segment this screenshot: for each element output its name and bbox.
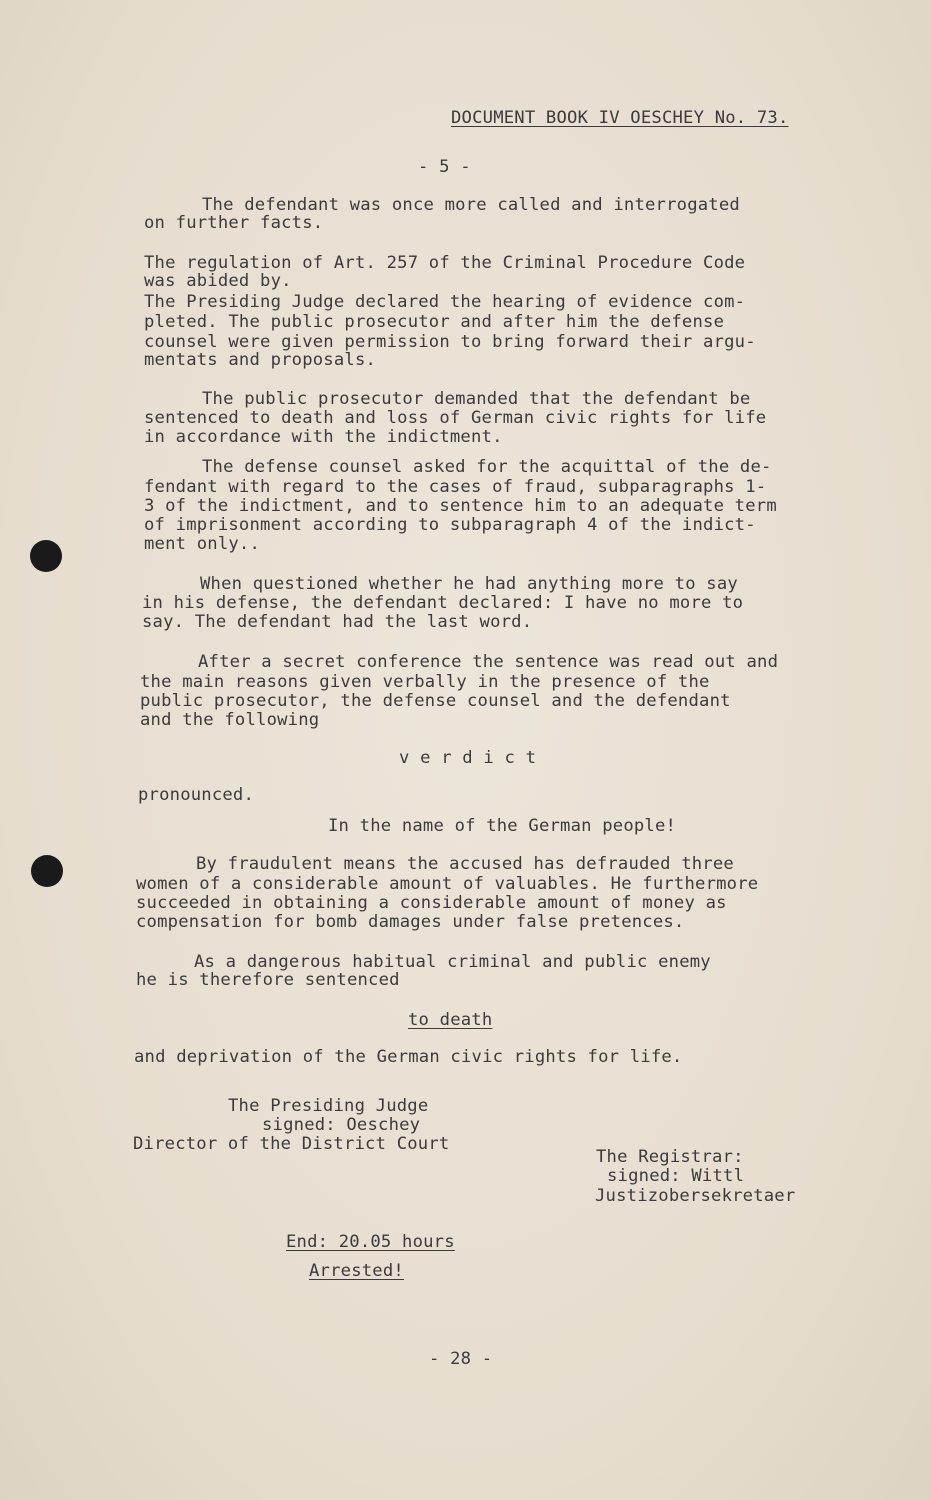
document-reference: DOCUMENT BOOK IV OESCHEY No. 73. bbox=[451, 108, 789, 128]
paragraph-line: the main reasons given verbally in the presence of the bbox=[140, 672, 710, 692]
registrar-signature-line: signed: Wittl bbox=[607, 1166, 745, 1186]
judge-signature-line: signed: Oeschey bbox=[262, 1115, 421, 1135]
page-marker: - 5 - bbox=[418, 157, 471, 177]
paragraph-line: By fraudulent means the accused has defrauded three bbox=[196, 854, 734, 874]
paragraph-line: women of a considerable amount of valuables. He furthermore bbox=[136, 874, 759, 894]
verdict-formula: In the name of the German people! bbox=[328, 816, 677, 836]
paragraph-line: and the following bbox=[140, 710, 320, 730]
verdict-heading: v e r d i c t bbox=[399, 748, 537, 768]
sentence-to-death: to death bbox=[408, 1010, 493, 1030]
paragraph-line: in his defense, the defendant declared: I have no more to bbox=[142, 593, 744, 613]
paragraph-line: was abided by. bbox=[144, 271, 292, 291]
arrested-note: Arrested! bbox=[309, 1261, 404, 1281]
paragraph-line: public prosecutor, the defense counsel and the defendant bbox=[140, 691, 731, 711]
registrar-signature-line: The Registrar: bbox=[596, 1147, 744, 1167]
judge-signature-line: The Presiding Judge bbox=[228, 1096, 429, 1116]
paragraph-line: succeeded in obtaining a considerable amount of money as bbox=[136, 893, 727, 913]
punch-hole bbox=[30, 540, 62, 572]
judge-signature-line: Director of the District Court bbox=[133, 1134, 450, 1154]
paragraph-line: sentenced to death and loss of German civic rights for life bbox=[144, 408, 767, 428]
paragraph-line: he is therefore sentenced bbox=[136, 970, 400, 990]
paragraph-line: pleted. The public prosecutor and after him the defense bbox=[144, 312, 725, 332]
paragraph-line: and deprivation of the German civic rights for life. bbox=[134, 1047, 683, 1067]
paragraph-line: on further facts. bbox=[144, 213, 324, 233]
paragraph-line: The Presiding Judge declared the hearing of evidence com- bbox=[144, 292, 746, 312]
paragraph-line: The regulation of Art. 257 of the Criminal Procedure Code bbox=[144, 253, 746, 273]
paragraph-line: As a dangerous habitual criminal and public enemy bbox=[194, 952, 711, 972]
paragraph-line: 3 of the indictment, and to sentence him to an adequate term bbox=[144, 496, 777, 516]
registrar-signature-line: Justizobersekretaer bbox=[595, 1186, 796, 1206]
page-number: - 28 - bbox=[429, 1349, 493, 1369]
paragraph-line: counsel were given permission to bring forward their argu- bbox=[144, 332, 756, 352]
paragraph-line: After a secret conference the sentence was read out and bbox=[198, 652, 779, 672]
punch-hole bbox=[31, 855, 63, 887]
paragraph-line: mentats and proposals. bbox=[144, 350, 377, 370]
paragraph-line: compensation for bomb damages under false pretences. bbox=[136, 912, 685, 932]
end-time: End: 20.05 hours bbox=[286, 1232, 455, 1252]
paragraph-line: of imprisonment according to subparagraph 4 of the indict- bbox=[144, 515, 756, 535]
paragraph-line: The public prosecutor demanded that the defendant be bbox=[202, 389, 751, 409]
paragraph-line: The defendant was once more called and interrogated bbox=[202, 195, 740, 215]
paragraph-line: When questioned whether he had anything more to say bbox=[200, 574, 738, 594]
paragraph-line: fendant with regard to the cases of fraud, subparagraphs 1- bbox=[144, 477, 767, 497]
paragraph-line: pronounced. bbox=[138, 785, 255, 805]
paragraph-line: in accordance with the indictment. bbox=[144, 427, 503, 447]
paragraph-line: ment only.. bbox=[144, 534, 261, 554]
paragraph-line: say. The defendant had the last word. bbox=[142, 612, 533, 632]
paragraph-line: The defense counsel asked for the acquittal of the de- bbox=[202, 457, 772, 477]
